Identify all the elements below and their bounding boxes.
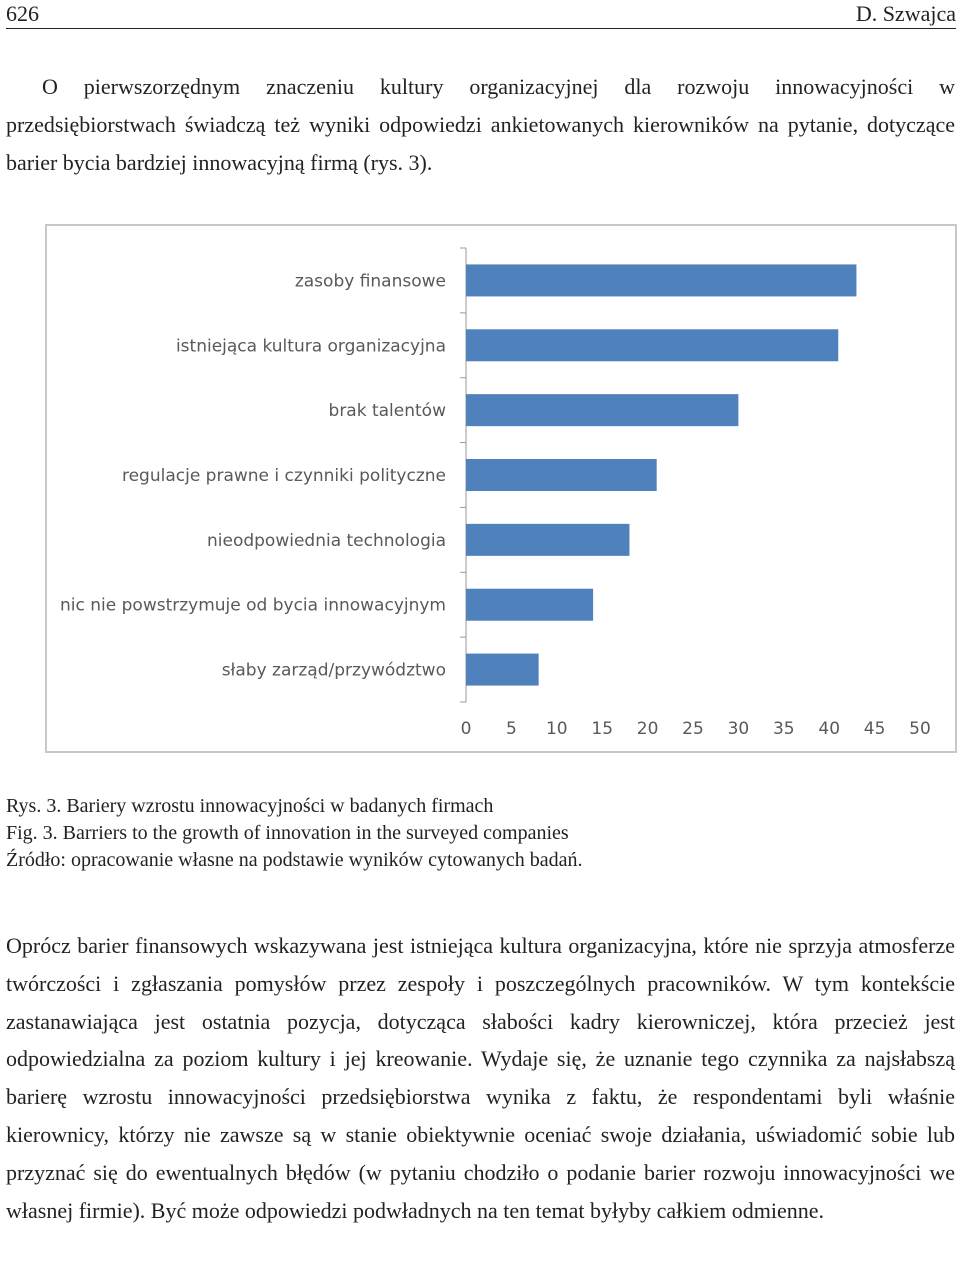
x-tick-label-9: 45 (863, 719, 886, 739)
page-number: 626 (6, 1, 39, 26)
bar-6 (466, 654, 539, 686)
running-author: D. Szwajca (855, 1, 956, 26)
category-label-3: regulacje prawne i czynniki polityczne (121, 466, 446, 486)
x-tick-label-10: 50 (909, 719, 931, 739)
bar-5 (466, 589, 593, 621)
category-label-6: słaby zarząd/przywództwo (221, 660, 446, 681)
bar-4 (466, 524, 629, 556)
x-tick-label-6: 30 (727, 719, 750, 739)
bar-1 (466, 329, 838, 361)
category-label-2: brak talentów (328, 401, 446, 422)
page-header (6, 0, 956, 29)
barrier-bar-chart (47, 226, 955, 751)
x-tick-label-2: 10 (545, 719, 568, 739)
figure-caption-en: Fig. 3. Barriers to the growth of innovation in the surveyed companies (6, 822, 569, 844)
bar-3 (466, 459, 657, 491)
figure-frame (45, 224, 957, 753)
category-label-5: nic nie powstrzymuje od bycia innowacyjnym (60, 595, 446, 616)
x-tick-label-5: 25 (682, 719, 704, 739)
x-tick-label-4: 20 (636, 719, 659, 739)
discussion-paragraph: Oprócz barier finansowych wskazywana jest istniejąca kultura organizacyjna, które nie sprzyja atmosferze twórczości i zgłaszania pomysłów przez zespoły i poszczególnych pracowników. W tym kontekście zastanawiająca jest ostatnia pozycja, dotycząca słabości kadry kierowniczej, która przecież jest odpowiedzialna za poziom kultury i jej kreowanie. Wydaje się, że uznanie tego czynnika za najsłabszą barierę wzrostu innowacyjności przedsiębiorstwa wynika z faktu, że respondentami byli właśnie kierownicy, którzy nie zawsze są w stanie obiektywnie oceniać swoje działania, uświadomić sobie lub przyznać się do ewentualnych błędów (w pytaniu chodziło o podanie barier rozwoju innowacyjności we własnej firmie). Być może odpowiedzi podwładnych na ten temat byłyby całkiem odmienne. (6, 933, 955, 1223)
figure-caption-pl: Rys. 3. Bariery wzrostu innowacyjności w badanych firmach (6, 795, 494, 817)
category-label-1: istniejąca kultura organizacyjna (175, 336, 446, 357)
category-label-0: zasoby finansowe (294, 271, 446, 292)
bar-0 (466, 264, 856, 296)
x-tick-label-8: 40 (818, 719, 841, 739)
figure-source: Źródło: opracowanie własne na podstawie wyników cytowanych badań. (6, 849, 583, 871)
intro-paragraph: O pierwszorzędnym znaczeniu kultury organizacyjnej dla rozwoju innowacyjności w przedsiębiorstwach świadczą też wyniki odpowiedzi ankietowanych kierowników na pytanie, dotyczące barier bycia bardziej innowacyjną firmą (rys. 3). (6, 74, 955, 175)
category-label-4: nieodpowiednia technologia (206, 530, 446, 551)
x-tick-label-0: 0 (460, 719, 472, 739)
bar-2 (466, 394, 738, 426)
x-tick-label-7: 35 (772, 719, 795, 739)
x-tick-label-3: 15 (591, 719, 614, 739)
x-tick-label-1: 5 (505, 719, 517, 739)
